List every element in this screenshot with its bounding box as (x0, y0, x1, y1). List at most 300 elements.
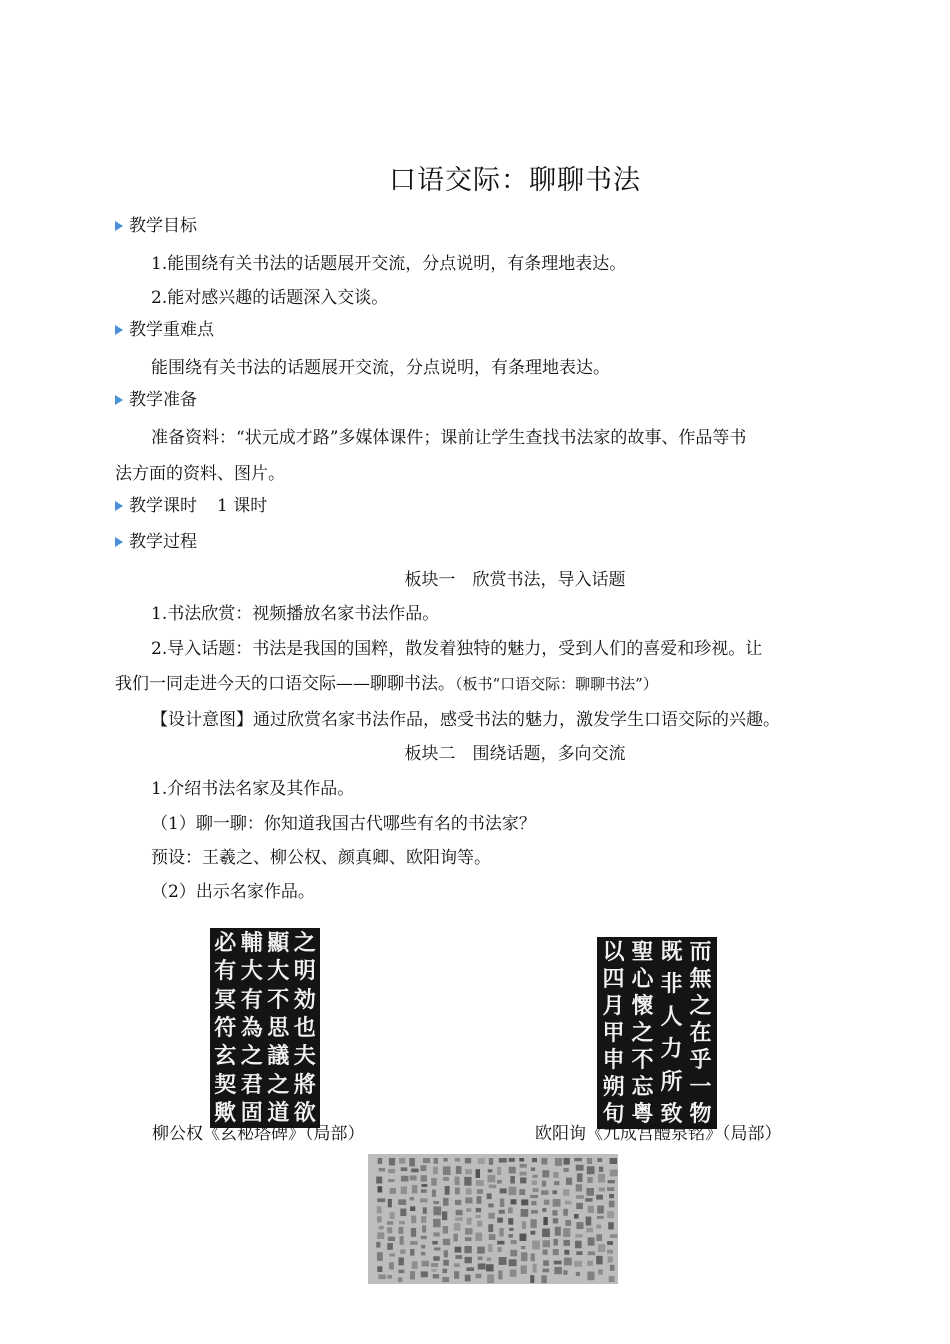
manuscript-stroke (476, 1180, 484, 1186)
manuscript-stroke (434, 1158, 438, 1164)
manuscript-stroke (455, 1177, 460, 1185)
calligraphy-character: 所 (660, 1068, 683, 1095)
manuscript-stroke (563, 1270, 567, 1275)
manuscript-stroke (478, 1158, 485, 1164)
manuscript-stroke (399, 1257, 404, 1265)
manuscript-stroke (531, 1253, 535, 1261)
manuscript-stroke (574, 1261, 582, 1267)
manuscript-stroke (456, 1210, 463, 1215)
calligraphy-column (267, 932, 289, 1124)
calligraphy-character: 明 (293, 958, 316, 985)
manuscript-stroke (442, 1277, 449, 1282)
manuscript-stroke (467, 1218, 472, 1225)
manuscript-stroke (576, 1222, 583, 1229)
manuscript-stroke (433, 1219, 440, 1227)
manuscript-stroke (443, 1260, 449, 1266)
calligraphy-character: 顯 (267, 930, 290, 956)
manuscript-stroke (552, 1210, 557, 1216)
manuscript-stroke (554, 1267, 561, 1274)
calligraphy-column (241, 932, 263, 1124)
calligraphy-character: 乎 (689, 1047, 712, 1073)
manuscript-stroke (599, 1188, 605, 1192)
manuscript-stroke (497, 1241, 504, 1245)
manuscript-stroke (575, 1241, 582, 1249)
manuscript-stroke (377, 1186, 382, 1192)
manuscript-stroke (444, 1250, 448, 1257)
manuscript-stroke (389, 1262, 394, 1269)
manuscript-stroke (608, 1180, 615, 1183)
caption-right: 欧阳询《九成宫醴泉铭》（局部） (535, 1124, 782, 1144)
calligraphy-character: 懷 (631, 993, 654, 1019)
manuscript-stroke (554, 1181, 559, 1185)
manuscript-stroke (552, 1190, 556, 1194)
manuscript-stroke (609, 1276, 615, 1282)
manuscript-stroke (563, 1168, 568, 1172)
manuscript-stroke (531, 1167, 535, 1171)
manuscript-stroke (576, 1203, 583, 1209)
manuscript-stroke (432, 1241, 438, 1245)
manuscript-stroke (542, 1181, 546, 1187)
manuscript-stroke (565, 1220, 571, 1226)
block1-item-1: 1.书法欣赏：视频播放名家书法作品。 (151, 604, 440, 624)
design-intent-label: 【设计意图】 (151, 710, 253, 730)
calligraphy-character: 之 (240, 1043, 263, 1070)
manuscript-stroke (531, 1210, 538, 1214)
manuscript-stroke (488, 1204, 493, 1208)
manuscript-stroke (509, 1228, 514, 1231)
manuscript-stroke (487, 1274, 494, 1283)
calligraphy-character: 既 (660, 939, 683, 965)
manuscript-stroke (377, 1266, 382, 1272)
calligraphy-character: 契 (214, 1071, 237, 1098)
calligraphy-character: 玄 (214, 1043, 237, 1070)
manuscript-stroke (378, 1274, 385, 1279)
calligraphy-character: 忘 (631, 1074, 654, 1100)
block1-item-2-line-2: 我们一同走进今天的口语交际——聊聊书法。（板书“口语交际：聊聊书法”） (115, 674, 658, 694)
manuscript-stroke (563, 1228, 570, 1237)
manuscript-stroke (398, 1199, 406, 1205)
manuscript-stroke (466, 1267, 474, 1271)
manuscript-stroke (609, 1194, 614, 1198)
calligraphy-character: 有 (240, 986, 263, 1013)
manuscript-stroke (586, 1188, 593, 1196)
manuscript-stroke (423, 1207, 427, 1213)
calligraphy-character: 不 (267, 986, 290, 1013)
manuscript-stroke (401, 1186, 407, 1194)
manuscript-stroke (454, 1223, 461, 1231)
calligraphy-character: 道 (267, 1099, 290, 1126)
manuscript-stroke (422, 1261, 430, 1267)
manuscript-stroke (543, 1249, 548, 1254)
manuscript-stroke (487, 1193, 492, 1199)
calligraphy-column (602, 941, 624, 1125)
manuscript-stroke (420, 1165, 426, 1171)
manuscript-stroke (377, 1216, 382, 1222)
manuscript-stroke (456, 1166, 462, 1174)
manuscript-stroke (401, 1167, 408, 1171)
manuscript-stroke (398, 1277, 402, 1282)
manuscript-stroke (443, 1177, 449, 1181)
block2-sub-2: （2）出示名家作品。 (151, 882, 315, 902)
manuscript-stroke (542, 1228, 550, 1237)
manuscript-stroke (500, 1188, 507, 1193)
manuscript-stroke (510, 1270, 517, 1277)
manuscript-stroke (565, 1201, 571, 1205)
manuscript-stroke (564, 1158, 570, 1165)
manuscript-stroke (433, 1167, 438, 1175)
manuscript-stroke (599, 1167, 603, 1172)
manuscript-stroke (454, 1271, 459, 1279)
manuscript-stroke (445, 1186, 450, 1195)
manuscript-stroke (576, 1251, 582, 1255)
manuscript-stroke (410, 1197, 415, 1201)
manuscript-stroke (577, 1173, 583, 1182)
manuscript-stroke (489, 1185, 496, 1189)
manuscript-stroke (465, 1237, 472, 1241)
calligraphy-character: 歟 (214, 1099, 237, 1126)
manuscript-stroke (554, 1261, 562, 1265)
manuscript-stroke (398, 1270, 404, 1274)
calligraphy-character: 人 (660, 1003, 683, 1030)
manuscript-stroke (522, 1221, 526, 1229)
manuscript-stroke (410, 1271, 415, 1279)
manuscript-stroke (376, 1242, 380, 1248)
manuscript-stroke (508, 1207, 513, 1213)
manuscript-stroke (610, 1158, 617, 1164)
manuscript-stroke (488, 1224, 493, 1232)
manuscript-stroke (421, 1236, 427, 1239)
calligraphy-character: 不 (631, 1047, 654, 1073)
manuscript-stroke (588, 1237, 595, 1245)
calligraphy-character: 之 (293, 930, 316, 956)
manuscript-stroke (399, 1227, 404, 1234)
calligraphy-character: 輔 (240, 930, 263, 956)
manuscript-stroke (588, 1251, 595, 1255)
manuscript-stroke (476, 1169, 480, 1178)
calligraphy-character: 有 (214, 958, 237, 985)
manuscript-stroke (423, 1158, 430, 1163)
calligraphy-character: 符 (214, 1014, 237, 1041)
manuscript-stroke (443, 1239, 450, 1245)
goal-item-2: 2.能对感兴趣的话题深入交谈。 (151, 288, 389, 308)
manuscript-stroke (555, 1158, 562, 1166)
manuscript-stroke (421, 1175, 427, 1181)
manuscript-stroke (421, 1189, 427, 1193)
manuscript-stroke (377, 1206, 382, 1213)
manuscript-stroke (598, 1269, 603, 1274)
manuscript-stroke (433, 1201, 439, 1204)
calligraphy-character: 大 (267, 958, 290, 985)
manuscript-stroke (399, 1221, 405, 1224)
manuscript-stroke (464, 1177, 471, 1186)
calligraphy-character: 物 (689, 1101, 712, 1127)
manuscript-stroke (520, 1177, 526, 1183)
manuscript-stroke (553, 1172, 558, 1178)
manuscript-stroke (465, 1169, 472, 1174)
caption-left: 柳公权《玄秘塔碑》（局部） (152, 1124, 365, 1144)
manuscript-stroke (533, 1264, 537, 1273)
manuscript-stroke (455, 1188, 460, 1195)
manuscript-stroke (586, 1228, 593, 1233)
calligraphy-character: 月 (602, 993, 625, 1019)
manuscript-stroke (533, 1188, 539, 1192)
manuscript-stroke (420, 1198, 427, 1202)
manuscript-stroke (596, 1195, 603, 1200)
calligraphy-character: 旬 (602, 1101, 625, 1127)
manuscript-stroke (389, 1158, 395, 1165)
manuscript-stroke (455, 1217, 463, 1221)
calligraphy-character: 心 (631, 966, 654, 992)
manuscript-stroke (530, 1219, 536, 1228)
manuscript-stroke (388, 1169, 395, 1173)
manuscript-stroke (541, 1275, 546, 1283)
manuscript-stroke (432, 1269, 437, 1272)
manuscript-stroke (532, 1241, 540, 1250)
manuscript-stroke (574, 1158, 582, 1161)
manuscript-stroke (598, 1244, 605, 1252)
manuscript-stroke (475, 1233, 482, 1241)
manuscript-stroke (486, 1264, 494, 1271)
manuscript-stroke (476, 1208, 481, 1212)
manuscript-stroke (489, 1234, 496, 1240)
manuscript-stroke (576, 1195, 584, 1199)
manuscript-stroke (610, 1234, 617, 1238)
calligraphy-column (294, 932, 316, 1124)
manuscript-stroke (388, 1179, 394, 1182)
manuscript-stroke (531, 1201, 536, 1205)
hours-value: 1 课时 (217, 496, 268, 516)
manuscript-stroke (388, 1237, 395, 1241)
manuscript-stroke (610, 1265, 615, 1271)
manuscript-stroke (587, 1177, 592, 1183)
manuscript-stroke (521, 1199, 528, 1205)
manuscript-stroke (531, 1231, 536, 1235)
manuscript-stroke (521, 1265, 527, 1274)
calligraphy-column (660, 941, 682, 1125)
manuscript-stroke (597, 1206, 604, 1214)
triangle-marker-icon (115, 501, 123, 511)
manuscript-stroke (488, 1244, 493, 1252)
manuscript-stroke (466, 1208, 471, 1212)
manuscript-stroke (588, 1206, 594, 1213)
manuscript-stroke (477, 1189, 483, 1194)
manuscript-stroke (607, 1241, 613, 1245)
manuscript-stroke (433, 1274, 439, 1278)
manuscript-stroke (520, 1164, 527, 1168)
calligraphy-character: 効 (293, 986, 316, 1013)
manuscript-stroke (442, 1269, 447, 1273)
manuscript-stroke (542, 1170, 549, 1177)
manuscript-stroke (401, 1176, 409, 1182)
manuscript-stroke (475, 1274, 481, 1278)
manuscript-stroke (431, 1178, 437, 1186)
manuscript-stroke (411, 1228, 416, 1237)
block2-item-1: 1.介绍书法名家及其作品。 (151, 779, 355, 799)
section-heading-goal: 教学目标 (115, 214, 197, 238)
manuscript-stroke (543, 1217, 547, 1225)
manuscript-stroke (465, 1257, 472, 1263)
manuscript-stroke (412, 1261, 418, 1269)
manuscript-stroke (464, 1246, 471, 1253)
manuscript-stroke (387, 1243, 393, 1250)
manuscript-stroke (510, 1176, 515, 1184)
section-heading-prep: 教学准备 (115, 388, 197, 412)
calligraphy-character: 為 (240, 1014, 263, 1041)
manuscript-stroke (587, 1158, 592, 1164)
manuscript-stroke (488, 1213, 494, 1219)
manuscript-stroke (576, 1165, 584, 1171)
manuscript-stroke (421, 1184, 427, 1187)
manuscript-stroke (532, 1175, 537, 1178)
manuscript-stroke (477, 1221, 482, 1227)
calligraphy-character: 而 (689, 939, 712, 965)
manuscript-stroke (465, 1158, 471, 1163)
manuscript-stroke (409, 1158, 415, 1166)
manuscript-stroke (519, 1189, 525, 1195)
manuscript-stroke (587, 1272, 594, 1281)
manuscript-stroke (508, 1234, 512, 1238)
manuscript-stroke (553, 1249, 559, 1255)
manuscript-stroke (498, 1247, 502, 1252)
manuscript-stroke (500, 1198, 504, 1207)
manuscript-stroke (509, 1187, 517, 1195)
manuscript-stroke (576, 1184, 582, 1191)
manuscript-stroke (509, 1167, 516, 1174)
manuscript-stroke (530, 1195, 538, 1198)
manuscript-stroke (466, 1188, 472, 1194)
manuscript-stroke (542, 1269, 549, 1273)
manuscript-stroke (498, 1270, 502, 1279)
manuscript-stroke (541, 1190, 548, 1195)
calligraphy-character: 無 (689, 966, 712, 992)
manuscript-stroke (410, 1175, 417, 1180)
manuscript-stroke (587, 1166, 595, 1174)
calligraphy-character: 大 (240, 958, 263, 985)
manuscript-stroke (421, 1216, 426, 1223)
block2-preset: 预设：王羲之、柳公权、颜真卿、欧阳询等。 (151, 848, 491, 868)
manuscript-stroke (553, 1199, 561, 1207)
calligraphy-character: 以 (602, 939, 625, 965)
manuscript-stroke (455, 1200, 461, 1205)
manuscript-stroke (443, 1226, 448, 1234)
manuscript-stroke (455, 1255, 462, 1259)
manuscript-stroke (555, 1227, 561, 1236)
manuscript-stroke (465, 1197, 472, 1203)
manuscript-stroke (376, 1177, 382, 1184)
block1-title: 板块一 欣赏书法，导入话题 (404, 570, 626, 590)
manuscript-stroke (607, 1187, 614, 1191)
manuscript-stroke (388, 1199, 392, 1207)
manuscript-stroke (389, 1253, 395, 1256)
manuscript-stroke (563, 1189, 569, 1196)
manuscript-stroke (410, 1206, 415, 1211)
manuscript-stroke (478, 1257, 483, 1261)
calligraphy-character: 將 (293, 1071, 316, 1098)
manuscript-stroke (399, 1158, 405, 1164)
manuscript-stroke (544, 1200, 549, 1205)
board-note: （板书“口语交际：聊聊书法”） (455, 675, 658, 693)
calligraphy-image-liu-gongquan (210, 928, 320, 1128)
manuscript-stroke (541, 1158, 547, 1164)
prep-text-line-2: 法方面的资料、图片。 (115, 464, 285, 484)
manuscript-stroke (598, 1174, 605, 1183)
manuscript-stroke (510, 1250, 517, 1257)
manuscript-stroke (511, 1240, 517, 1244)
manuscript-stroke (585, 1198, 592, 1202)
manuscript-stroke (564, 1258, 572, 1266)
triangle-marker-icon (115, 325, 123, 335)
manuscript-stroke (410, 1241, 417, 1245)
manuscript-stroke (597, 1158, 602, 1162)
manuscript-stroke (566, 1178, 572, 1185)
manuscript-stroke (542, 1208, 546, 1212)
manuscript-stroke (596, 1225, 601, 1229)
manuscript-stroke (377, 1198, 385, 1202)
manuscript-stroke (489, 1158, 493, 1165)
calligraphy-column (689, 941, 711, 1125)
manuscript-stroke (497, 1180, 502, 1184)
manuscript-stroke (476, 1196, 481, 1204)
manuscript-stroke (576, 1272, 580, 1276)
manuscript-stroke (455, 1158, 460, 1162)
manuscript-stroke (387, 1227, 392, 1233)
triangle-marker-icon (115, 221, 123, 231)
manuscript-stroke (433, 1232, 439, 1236)
calligraphy-character: 之 (267, 1071, 290, 1098)
manuscript-stroke (499, 1158, 507, 1163)
manuscript-stroke (379, 1168, 385, 1171)
calligraphy-columns (597, 937, 717, 1129)
calligraphy-character: 申 (602, 1047, 625, 1073)
manuscript-stroke (587, 1261, 593, 1266)
manuscript-stroke (400, 1249, 405, 1253)
manuscript-stroke (520, 1172, 527, 1176)
manuscript-stroke (421, 1252, 425, 1256)
manuscript-stroke (411, 1215, 416, 1223)
manuscript-texture (368, 1154, 618, 1284)
manuscript-stroke (596, 1256, 602, 1265)
manuscript-stroke (607, 1211, 614, 1218)
prep-text-line-1: 准备资料：“状元成才路”多媒体课件；课前让学生查找书法家的故事、作品等书 (151, 428, 747, 448)
manuscript-stroke (478, 1263, 486, 1269)
calligraphy-character: 在 (689, 1020, 712, 1046)
calligraphy-image-ouyang-xun (597, 937, 717, 1129)
manuscript-stroke (454, 1263, 460, 1267)
manuscript-stroke (390, 1212, 395, 1219)
manuscript-stroke (499, 1210, 505, 1214)
manuscript-stroke (434, 1247, 440, 1250)
manuscript-stroke (410, 1249, 414, 1256)
manuscript-stroke (390, 1188, 396, 1194)
manuscript-stroke (607, 1250, 613, 1254)
calligraphy-character: 冥 (214, 986, 237, 1013)
manuscript-stroke (442, 1211, 447, 1220)
block1-item-2-line-1: 2.导入话题：书法是我国的国粹，散发着独特的魅力，受到人们的喜爱和珍视。让 (151, 639, 763, 659)
manuscript-stroke (532, 1158, 537, 1162)
manuscript-stroke (509, 1158, 515, 1162)
calligraphy-character: 之 (631, 1020, 654, 1046)
triangle-marker-icon (115, 537, 123, 547)
manuscript-stroke (476, 1215, 481, 1218)
triangle-marker-icon (115, 395, 123, 405)
manuscript-stroke (543, 1260, 549, 1265)
manuscript-stroke (575, 1234, 582, 1237)
manuscript-stroke (563, 1240, 570, 1246)
calligraphy-manuscript-image (368, 1154, 618, 1284)
page-title: 口语交际：聊聊书法 (389, 165, 641, 196)
calligraphy-character: 必 (214, 930, 237, 956)
calligraphy-columns (210, 928, 320, 1128)
